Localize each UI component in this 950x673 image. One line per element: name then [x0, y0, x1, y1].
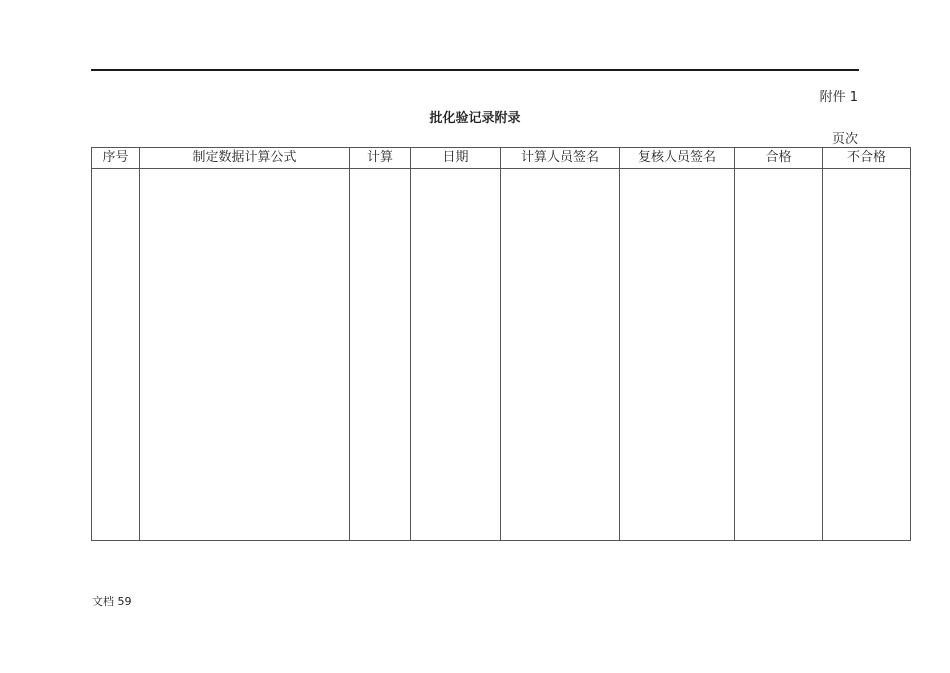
table-cell-reviewer-signature: [620, 169, 735, 541]
table-cell-serial-number: [92, 169, 140, 541]
column-header-calculator-signature: 计算人员签名: [501, 148, 620, 169]
table-cell-date: [411, 169, 501, 541]
table-header-row: [92, 148, 911, 169]
table-cell-formula: [140, 169, 350, 541]
column-header-fail: 不合格: [823, 148, 911, 169]
table-cell-fail: [823, 169, 911, 541]
header-rule: [91, 69, 859, 71]
attachment-label: 附件 1: [819, 90, 858, 105]
page-footer: 文档 59: [92, 595, 132, 608]
page-number-label: 页次: [831, 132, 858, 147]
column-header-formula: 制定数据计算公式: [140, 148, 350, 169]
table-cell-pass: [735, 169, 823, 541]
column-header-date: 日期: [411, 148, 501, 169]
column-header-serial-number: 序号: [92, 148, 140, 169]
table-row: [92, 169, 911, 541]
column-header-calculation: 计算: [350, 148, 411, 169]
column-header-pass: 合格: [735, 148, 823, 169]
record-table: [91, 147, 911, 541]
column-header-reviewer-signature: 复核人员签名: [620, 148, 735, 169]
table-cell-calculation: [350, 169, 411, 541]
table-cell-calculator-signature: [501, 169, 620, 541]
document-title: 批化验记录附录: [429, 111, 521, 126]
